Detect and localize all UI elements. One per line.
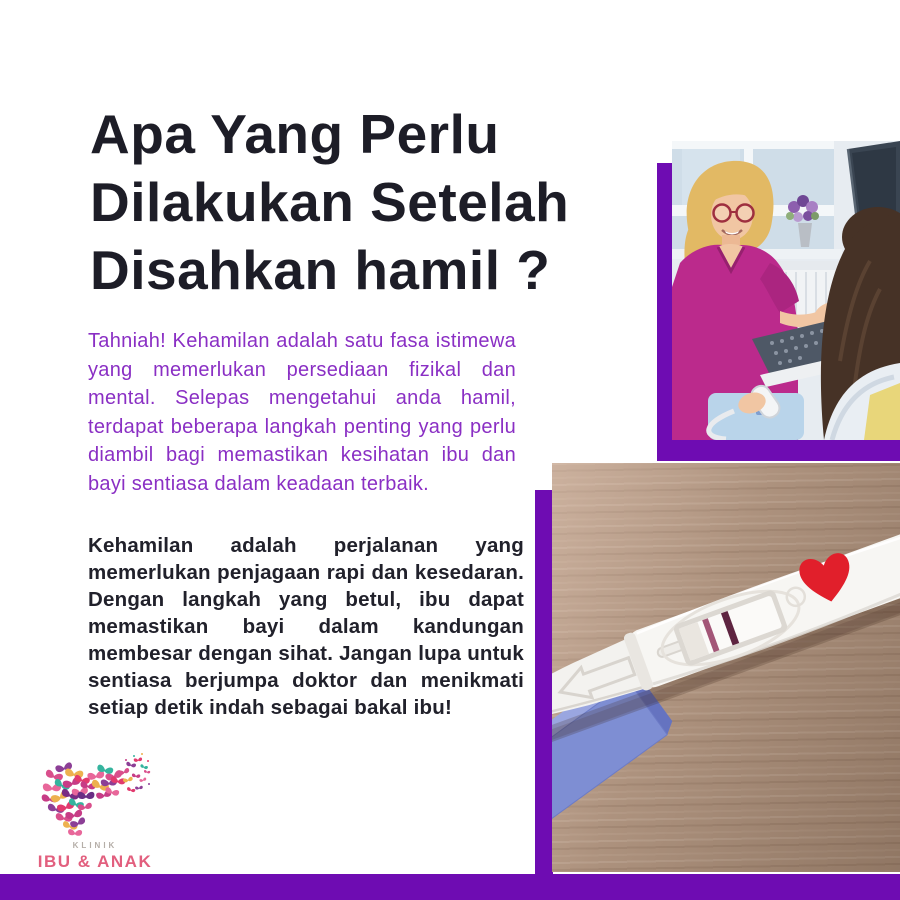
body-paragraph: Kehamilan adalah perjalanan yang memerlukan penjagaan rapi dan kesedaran. Dengan langkah yang betul, ibu dapat memastikan bayi dalam kandungan membesar dengan sihat. Jangan lupa untuk sentiasa berjumpa doktor dan menikmati setiap detik indah sebagai bakal ibu! [88, 534, 524, 719]
butterfly-wing-left [41, 762, 90, 836]
bottom-photo-purple-bar [535, 490, 553, 876]
clinic-logo [34, 752, 156, 872]
title-line-1: Apa Yang Perlu [90, 103, 500, 165]
test-stick [552, 512, 900, 757]
butterfly-scatter [118, 753, 151, 793]
pregnancy-test-illustration [552, 463, 900, 872]
title-line-2: Dilakukan Setelah [90, 171, 570, 233]
title-line-3: Disahkan hamil ? [90, 239, 551, 301]
bottom-accent-band [0, 874, 900, 900]
intro-paragraph: Tahniah! Kehamilan adalah satu fasa istimewa yang memerlukan persediaan fizikal dan mental. Selepas mengetahui anda hamil, terdapat beberapa langkah penting yang perlu diambil bagi memastikan kesihatan ibu dan bayi sentiasa dalam keadaan terbaik. [88, 330, 516, 495]
ultrasound-photo-illustration [672, 141, 900, 440]
ultrasound-consultation-photo [672, 141, 900, 440]
logo-title: IBU & ANAK [37, 852, 153, 871]
logo-subtitle: KLINIK [72, 841, 118, 850]
pregnancy-test-photo [552, 463, 900, 872]
page-title [90, 100, 650, 304]
butterfly-logo-icon [36, 752, 154, 840]
